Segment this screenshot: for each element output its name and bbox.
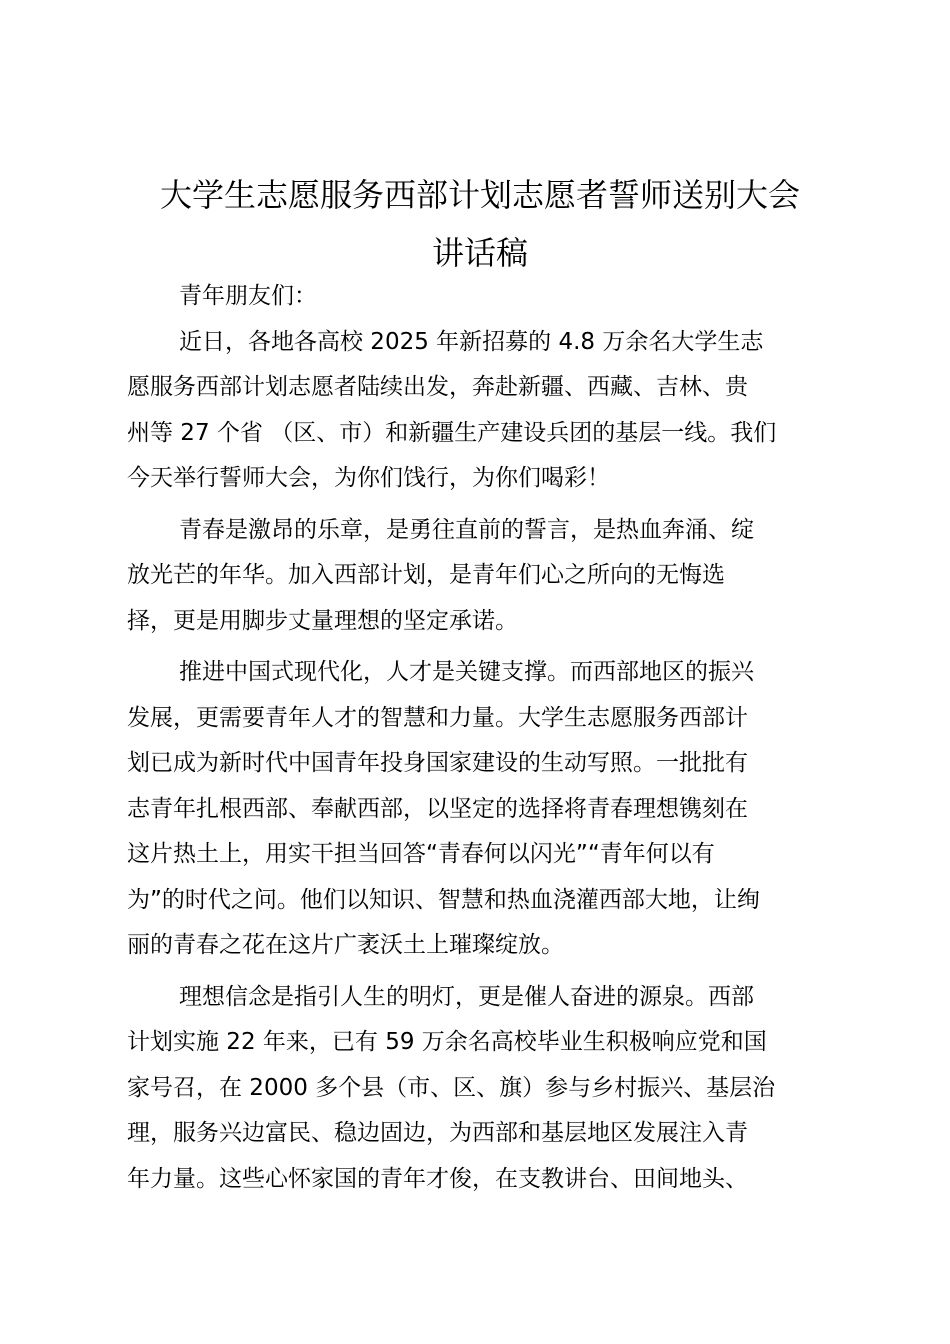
paragraph-line: 志青年扎根西部、奉献西部，以坚定的选择将青春理想镌刻在 xyxy=(127,795,748,822)
greeting xyxy=(127,274,837,320)
title-line-1: 大学生志愿服务西部计划志愿者誓师送别大会 xyxy=(159,176,800,214)
paragraph-line: 计划实施 22 年来，已有 59 万余名高校毕业生积极响应党和国 xyxy=(127,1029,767,1055)
paragraph-line: 年力量。这些心怀家国的青年才俊，在支教讲台、田间地头、 xyxy=(127,1165,748,1192)
paragraph-line: 今天举行誓师大会，为你们饯行，为你们喝彩！ xyxy=(127,465,610,491)
title-line-2: 讲话稿 xyxy=(431,234,528,272)
paragraph-1 xyxy=(127,320,837,502)
paragraph-line: 这片热土上，用实干担当回答“青春何以闪光”“青年何以有 xyxy=(127,841,715,867)
greeting-text: 青年朋友们： xyxy=(179,283,317,309)
paragraph-4 xyxy=(127,975,837,1203)
paragraph-line: 州等 27 个省 （区、市）和新疆生产建设兵团的基层一线。我们 xyxy=(127,419,777,446)
paragraph-line: 推进中国式现代化，人才是关键支撑。而西部地区的振兴 xyxy=(179,659,754,685)
paragraph-line: 为”的时代之问。他们以知识、智慧和热血浇灌西部大地，让绚 xyxy=(127,886,760,913)
document-body xyxy=(127,274,837,1202)
paragraph-line: 丽的青春之花在这片广袤沃土上璀璨绽放。 xyxy=(127,932,564,958)
paragraph-line: 愿服务西部计划志愿者陆续出发，奔赴新疆、西藏、吉林、贵 xyxy=(127,374,748,400)
paragraph-line: 家号召，在 2000 多个县（市、区、旗）参与乡村振兴、基层治 xyxy=(127,1074,776,1101)
paragraph-line: 青春是激昂的乐章，是勇往直前的誓言，是热血奔涌、绽 xyxy=(179,516,754,543)
paragraph-line: 择，更是用脚步丈量理想的坚定承诺。 xyxy=(127,607,518,634)
paragraph-line: 近日，各地各高校 2025 年新招募的 4.8 万余名大学生志 xyxy=(179,328,764,355)
paragraph-line: 放光芒的年华。加入西部计划，是青年们心之所向的无悔选 xyxy=(127,562,725,588)
paragraph-line: 理想信念是指引人生的明灯，更是催人奋进的源泉。西部 xyxy=(179,983,754,1010)
paragraph-line: 理，服务兴边富民、稳边固边，为西部和基层地区发展注入青 xyxy=(127,1120,748,1146)
paragraph-3 xyxy=(127,650,837,969)
document-title xyxy=(110,166,850,282)
paragraph-2 xyxy=(127,508,837,645)
paragraph-line: 划已成为新时代中国青年投身国家建设的生动写照。一批批有 xyxy=(127,750,748,776)
paragraph-line: 发展，更需要青年人才的智慧和力量。大学生志愿服务西部计 xyxy=(127,704,748,731)
